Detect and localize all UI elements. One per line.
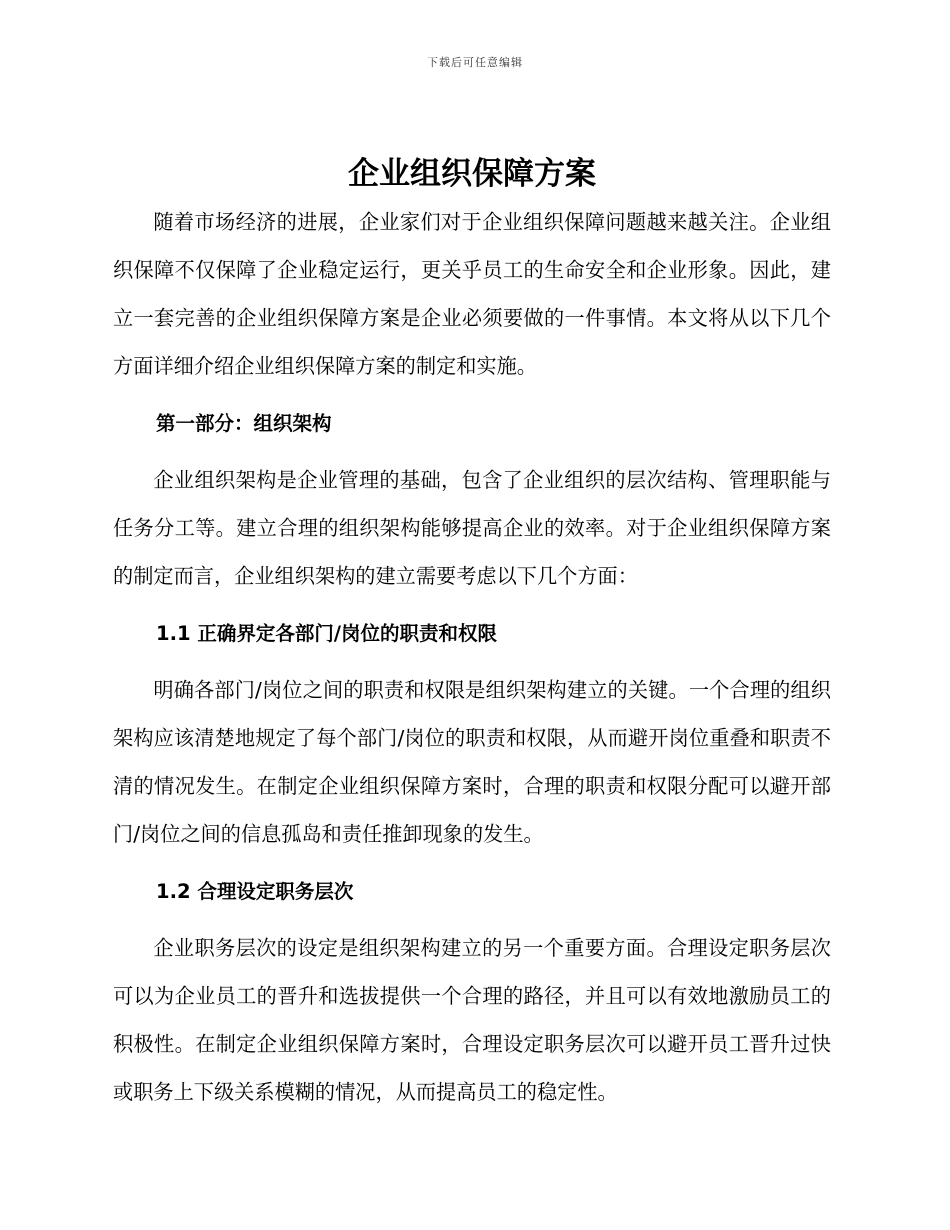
section-heading-organization: 第一部分：组织架构 [156, 412, 332, 435]
document-title: 企业组织保障方案 [348, 156, 596, 192]
section-heading-responsibilities: 1.1 正确界定各部门/岗位的职责和权限 [156, 622, 497, 645]
section-paragraph-organization: 企业组织架构是企业管理的基础，包含了企业组织的层次结构、管理职能与任务分工等。建立合理的组织架构能够提高企业的效率。对于企业组织保障方案的制定而言，企业组织架构的建立需要考虑以下几个方面： [113, 468, 831, 588]
section-paragraph-job-levels: 企业职务层次的设定是组织架构建立的另一个重要方面。合理设定职务层次可以为企业员工的晋升和选拔提供一个合理的路径，并且可以有效地激励员工的积极性。在制定企业组织保障方案时，合理设定职务层次可以避开员工晋升过快或职务上下级关系模糊的情况，从而提高员工的稳定性。 [113, 936, 831, 1104]
intro-paragraph: 随着市场经济的进展，企业家们对于企业组织保障问题越来越关注。企业组织保障不仅保障了企业稳定运行，更关乎员工的生命安全和企业形象。因此，建立一套完善的企业组织保障方案是企业必须要做的一件事情。本文将从以下几个方面详细介绍企业组织保障方案的制定和实施。 [113, 210, 831, 378]
section-paragraph-responsibilities: 明确各部门/岗位之间的职责和权限是组织架构建立的关键。一个合理的组织架构应该清楚地规定了每个部门/岗位的职责和权限，从而避开岗位重叠和职责不清的情况发生。在制定企业组织保障方案时，合理的职责和权限分配可以避开部门/岗位之间的信息孤岛和责任推卸现象的发生。 [113, 678, 831, 846]
document-body [113, 150, 831, 1116]
section-heading-job-levels: 1.2 合理设定职务层次 [156, 880, 354, 903]
page-header-note: 下载后可任意编辑 [427, 56, 523, 69]
